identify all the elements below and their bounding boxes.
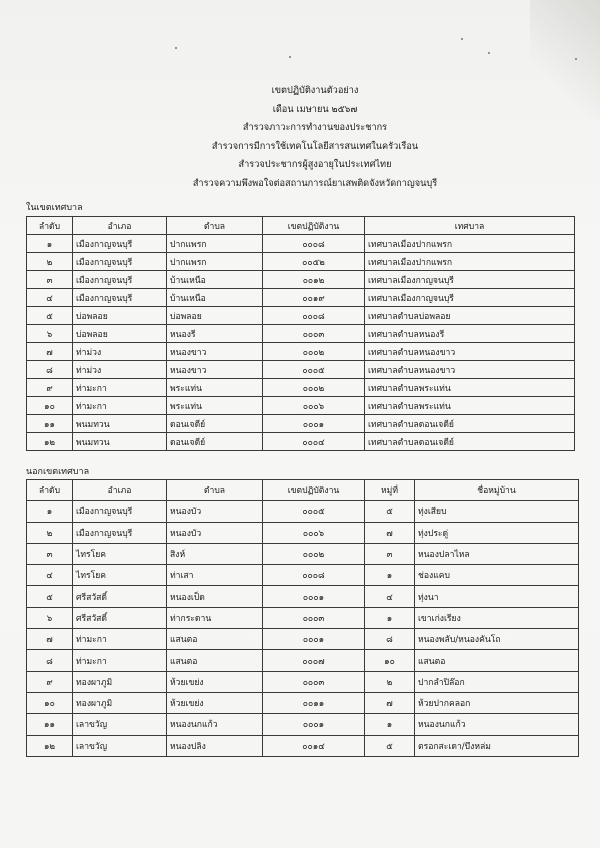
cell-ea: ๐๐๐๓ bbox=[263, 671, 365, 692]
table-row bbox=[27, 714, 579, 735]
cell-district: บ่อพลอย bbox=[73, 307, 167, 325]
cell-order: ๕ bbox=[27, 307, 73, 325]
cell-district: ศรีสวัสดิ์ bbox=[73, 607, 167, 628]
cell-village-no: ๑๐ bbox=[365, 650, 415, 671]
cell-subdistrict: หนองขาว bbox=[167, 361, 263, 379]
cell-order: ๑๒ bbox=[27, 433, 73, 451]
table-row bbox=[27, 501, 579, 522]
cell-ea: ๐๐๐๒ bbox=[263, 379, 365, 397]
municipal-table bbox=[26, 216, 575, 451]
scan-speck bbox=[175, 47, 177, 49]
table-row bbox=[27, 735, 579, 756]
cell-subdistrict: แสนตอ bbox=[167, 629, 263, 650]
cell-village-name: ทุ่งประดู่ bbox=[415, 522, 579, 543]
cell-subdistrict: บ้านเหนือ bbox=[167, 271, 263, 289]
cell-ea: ๐๐๐๑ bbox=[263, 714, 365, 735]
cell-municipality: เทศบาลตำบลหนองรี bbox=[365, 325, 575, 343]
cell-subdistrict: ปากแพรก bbox=[167, 235, 263, 253]
cell-ea: ๐๐๑๒ bbox=[263, 271, 365, 289]
cell-order: ๖ bbox=[27, 325, 73, 343]
col-header-village-no: หมู่ที่ bbox=[365, 480, 415, 501]
col-header-subdistrict: ตำบล bbox=[167, 480, 263, 501]
cell-village-no: ๑ bbox=[365, 607, 415, 628]
col-header-district: อำเภอ bbox=[73, 217, 167, 235]
col-header-ea: เขตปฏิบัติงาน bbox=[263, 217, 365, 235]
cell-village-name: ตรอกสะเดา/บึงหล่ม bbox=[415, 735, 579, 756]
cell-district: พนมทวน bbox=[73, 415, 167, 433]
col-header-order: ลำดับ bbox=[27, 217, 73, 235]
cell-municipality: เทศบาลตำบลพระแท่น bbox=[365, 397, 575, 415]
cell-ea: ๐๐๐๘ bbox=[263, 235, 365, 253]
cell-village-no: ๓ bbox=[365, 543, 415, 564]
cell-order: ๑๐ bbox=[27, 397, 73, 415]
cell-district: พนมทวน bbox=[73, 433, 167, 451]
cell-ea: ๐๐๐๕ bbox=[263, 361, 365, 379]
cell-subdistrict: พระแท่น bbox=[167, 397, 263, 415]
cell-district: เมืองกาญจนบุรี bbox=[73, 271, 167, 289]
cell-ea: ๐๐๐๓ bbox=[263, 607, 365, 628]
col-header-municipality: เทศบาล bbox=[365, 217, 575, 235]
cell-ea: ๐๐๐๗ bbox=[263, 650, 365, 671]
cell-village-name: ทุ่งนา bbox=[415, 586, 579, 607]
cell-order: ๘ bbox=[27, 650, 73, 671]
cell-subdistrict: ท่าเสา bbox=[167, 565, 263, 586]
cell-order: ๙ bbox=[27, 671, 73, 692]
cell-ea: ๐๐๐๕ bbox=[263, 501, 365, 522]
scan-shadow bbox=[530, 0, 600, 120]
cell-subdistrict: หนองปลิง bbox=[167, 735, 263, 756]
cell-village-name: หนองพลับ/หนองคันโถ bbox=[415, 629, 579, 650]
table-row bbox=[27, 650, 579, 671]
table-row bbox=[27, 253, 575, 271]
cell-village-name: ปากลำปิล๊อก bbox=[415, 671, 579, 692]
nonmunicipal-header-row bbox=[27, 480, 579, 501]
header-survey-3: สำรวจประชากรผู้สูงอายุในประเทศไทย bbox=[238, 159, 392, 171]
cell-order: ๒ bbox=[27, 522, 73, 543]
cell-subdistrict: ท่ากระดาน bbox=[167, 607, 263, 628]
cell-ea: ๐๐๐๑ bbox=[263, 415, 365, 433]
cell-order: ๕ bbox=[27, 586, 73, 607]
table-row bbox=[27, 671, 579, 692]
cell-district: ศรีสวัสดิ์ bbox=[73, 586, 167, 607]
cell-ea: ๐๐๐๖ bbox=[263, 522, 365, 543]
cell-subdistrict: สิงห์ bbox=[167, 543, 263, 564]
cell-district: ท่ามะกา bbox=[73, 379, 167, 397]
cell-order: ๑ bbox=[27, 501, 73, 522]
cell-district: เลาขวัญ bbox=[73, 735, 167, 756]
table-row bbox=[27, 433, 575, 451]
cell-order: ๓ bbox=[27, 271, 73, 289]
cell-district: ทองผาภูมิ bbox=[73, 671, 167, 692]
header-survey-2: สำรวจการมีการใช้เทคโนโลยีสารสนเทศในครัวเรือน bbox=[211, 140, 419, 152]
cell-village-name: หนองนกแก้ว bbox=[415, 714, 579, 735]
cell-district: ท่ามะกา bbox=[73, 397, 167, 415]
cell-village-name: แสนตอ bbox=[415, 650, 579, 671]
cell-ea: ๐๐๑๔ bbox=[263, 735, 365, 756]
table-row bbox=[27, 565, 579, 586]
cell-subdistrict: หนองบัว bbox=[167, 501, 263, 522]
cell-district: ไทรโยค bbox=[73, 565, 167, 586]
cell-municipality: เทศบาลตำบลหนองขาว bbox=[365, 343, 575, 361]
cell-ea: ๐๐๐๒ bbox=[263, 543, 365, 564]
table-row bbox=[27, 522, 579, 543]
cell-ea: ๐๐๐๑ bbox=[263, 629, 365, 650]
cell-ea: ๐๐๐๑ bbox=[263, 586, 365, 607]
table-row bbox=[27, 607, 579, 628]
cell-subdistrict: ดอนเจดีย์ bbox=[167, 415, 263, 433]
cell-village-name: เขาเก่งเรียง bbox=[415, 607, 579, 628]
cell-municipality: เทศบาลเมืองกาญจนบุรี bbox=[365, 271, 575, 289]
cell-subdistrict: พระแท่น bbox=[167, 379, 263, 397]
cell-district: ท่าม่วง bbox=[73, 361, 167, 379]
cell-order: ๖ bbox=[27, 607, 73, 628]
cell-ea: ๐๐๐๖ bbox=[263, 397, 365, 415]
cell-district: เมืองกาญจนบุรี bbox=[73, 522, 167, 543]
header-survey-1: สำรวจภาวะการทำงานของประชากร bbox=[242, 122, 388, 134]
cell-ea: ๐๐๑๑ bbox=[263, 692, 365, 713]
col-header-ea: เขตปฏิบัติงาน bbox=[263, 480, 365, 501]
scan-speck bbox=[461, 38, 463, 40]
cell-district: เมืองกาญจนบุรี bbox=[73, 235, 167, 253]
table-row bbox=[27, 235, 575, 253]
cell-subdistrict: แสนตอ bbox=[167, 650, 263, 671]
cell-municipality: เทศบาลตำบลบ่อพลอย bbox=[365, 307, 575, 325]
cell-district: เมืองกาญจนบุรี bbox=[73, 253, 167, 271]
cell-subdistrict: ดอนเจดีย์ bbox=[167, 433, 263, 451]
cell-village-no: ๕ bbox=[365, 735, 415, 756]
cell-district: เมืองกาญจนบุรี bbox=[73, 289, 167, 307]
municipal-section-label: ในเขตเทศบาล bbox=[26, 203, 83, 213]
header-month: เดือน เมษายน ๒๕๖๗ bbox=[272, 103, 358, 115]
cell-municipality: เทศบาลเมืองปากแพรก bbox=[365, 235, 575, 253]
cell-municipality: เทศบาลเมืองปากแพรก bbox=[365, 253, 575, 271]
table-row bbox=[27, 361, 575, 379]
cell-village-name: ทุ่งเสียบ bbox=[415, 501, 579, 522]
cell-order: ๗ bbox=[27, 343, 73, 361]
table-row bbox=[27, 397, 575, 415]
table-row bbox=[27, 307, 575, 325]
cell-ea: ๐๐๐๒ bbox=[263, 343, 365, 361]
header-survey-4: สำรวจความพึงพอใจต่อสถานการณ์ยาเสพติดจังหวัดกาญจนบุรี bbox=[192, 177, 438, 189]
cell-subdistrict: หนองบัว bbox=[167, 522, 263, 543]
cell-order: ๑๐ bbox=[27, 692, 73, 713]
table-row bbox=[27, 629, 579, 650]
cell-village-no: ๗ bbox=[365, 692, 415, 713]
cell-village-no: ๑ bbox=[365, 565, 415, 586]
cell-district: บ่อพลอย bbox=[73, 325, 167, 343]
cell-municipality: เทศบาลตำบลหนองขาว bbox=[365, 361, 575, 379]
cell-order: ๑ bbox=[27, 235, 73, 253]
cell-district: เมืองกาญจนบุรี bbox=[73, 501, 167, 522]
cell-ea: ๐๐๑๙ bbox=[263, 289, 365, 307]
cell-village-name: ช่องแคบ bbox=[415, 565, 579, 586]
cell-district: ท่ามะกา bbox=[73, 629, 167, 650]
cell-village-no: ๗ bbox=[365, 522, 415, 543]
header-title: เขตปฏิบัติงานตัวอย่าง bbox=[271, 85, 359, 96]
table-row bbox=[27, 343, 575, 361]
cell-subdistrict: บ่อพลอย bbox=[167, 307, 263, 325]
cell-order: ๘ bbox=[27, 361, 73, 379]
cell-subdistrict: ห้วยเขย่ง bbox=[167, 671, 263, 692]
cell-order: ๔ bbox=[27, 289, 73, 307]
cell-order: ๔ bbox=[27, 565, 73, 586]
table-row bbox=[27, 692, 579, 713]
municipal-header-row bbox=[27, 217, 575, 235]
col-header-village-name: ชื่อหมู่บ้าน bbox=[415, 480, 579, 501]
cell-order: ๑๒ bbox=[27, 735, 73, 756]
cell-subdistrict: บ้านเหนือ bbox=[167, 289, 263, 307]
table-row bbox=[27, 415, 575, 433]
table-row bbox=[27, 586, 579, 607]
cell-village-no: ๘ bbox=[365, 629, 415, 650]
cell-district: ไทรโยค bbox=[73, 543, 167, 564]
cell-ea: ๐๐๐๓ bbox=[263, 325, 365, 343]
cell-municipality: เทศบาลตำบลดอนเจดีย์ bbox=[365, 415, 575, 433]
cell-village-name: หนองปลาไหล bbox=[415, 543, 579, 564]
nonmunicipal-table bbox=[26, 479, 579, 757]
cell-ea: ๐๐๐๘ bbox=[263, 565, 365, 586]
cell-village-no: ๑ bbox=[365, 714, 415, 735]
col-header-order: ลำดับ bbox=[27, 480, 73, 501]
cell-village-name: ห้วยปากคลอก bbox=[415, 692, 579, 713]
cell-subdistrict: ห้วยเขย่ง bbox=[167, 692, 263, 713]
cell-order: ๗ bbox=[27, 629, 73, 650]
col-header-district: อำเภอ bbox=[73, 480, 167, 501]
cell-subdistrict: หนองเป็ด bbox=[167, 586, 263, 607]
cell-order: ๑๑ bbox=[27, 714, 73, 735]
cell-ea: ๐๐๐๔ bbox=[263, 433, 365, 451]
cell-municipality: เทศบาลตำบลพระแท่น bbox=[365, 379, 575, 397]
cell-village-no: ๔ bbox=[365, 586, 415, 607]
cell-order: ๓ bbox=[27, 543, 73, 564]
cell-village-no: ๕ bbox=[365, 501, 415, 522]
cell-district: ท่าม่วง bbox=[73, 343, 167, 361]
cell-order: ๒ bbox=[27, 253, 73, 271]
scan-speck bbox=[575, 58, 577, 60]
cell-district: ท่ามะกา bbox=[73, 650, 167, 671]
cell-subdistrict: หนองนกแก้ว bbox=[167, 714, 263, 735]
cell-village-no: ๒ bbox=[365, 671, 415, 692]
cell-subdistrict: หนองขาว bbox=[167, 343, 263, 361]
cell-order: ๙ bbox=[27, 379, 73, 397]
cell-district: ทองผาภูมิ bbox=[73, 692, 167, 713]
cell-ea: ๐๐๕๒ bbox=[263, 253, 365, 271]
col-header-subdistrict: ตำบล bbox=[167, 217, 263, 235]
cell-district: เลาขวัญ bbox=[73, 714, 167, 735]
table-row bbox=[27, 271, 575, 289]
cell-subdistrict: ปากแพรก bbox=[167, 253, 263, 271]
cell-order: ๑๑ bbox=[27, 415, 73, 433]
cell-subdistrict: หนองรี bbox=[167, 325, 263, 343]
scan-speck bbox=[488, 52, 490, 54]
nonmunicipal-section-label: นอกเขตเทศบาล bbox=[26, 467, 90, 477]
table-row bbox=[27, 289, 575, 307]
document-header bbox=[150, 82, 480, 194]
cell-municipality: เทศบาลตำบลดอนเจดีย์ bbox=[365, 433, 575, 451]
table-row bbox=[27, 543, 579, 564]
scan-speck bbox=[289, 56, 291, 58]
table-row bbox=[27, 379, 575, 397]
table-row bbox=[27, 325, 575, 343]
cell-ea: ๐๐๐๘ bbox=[263, 307, 365, 325]
cell-municipality: เทศบาลเมืองกาญจนบุรี bbox=[365, 289, 575, 307]
